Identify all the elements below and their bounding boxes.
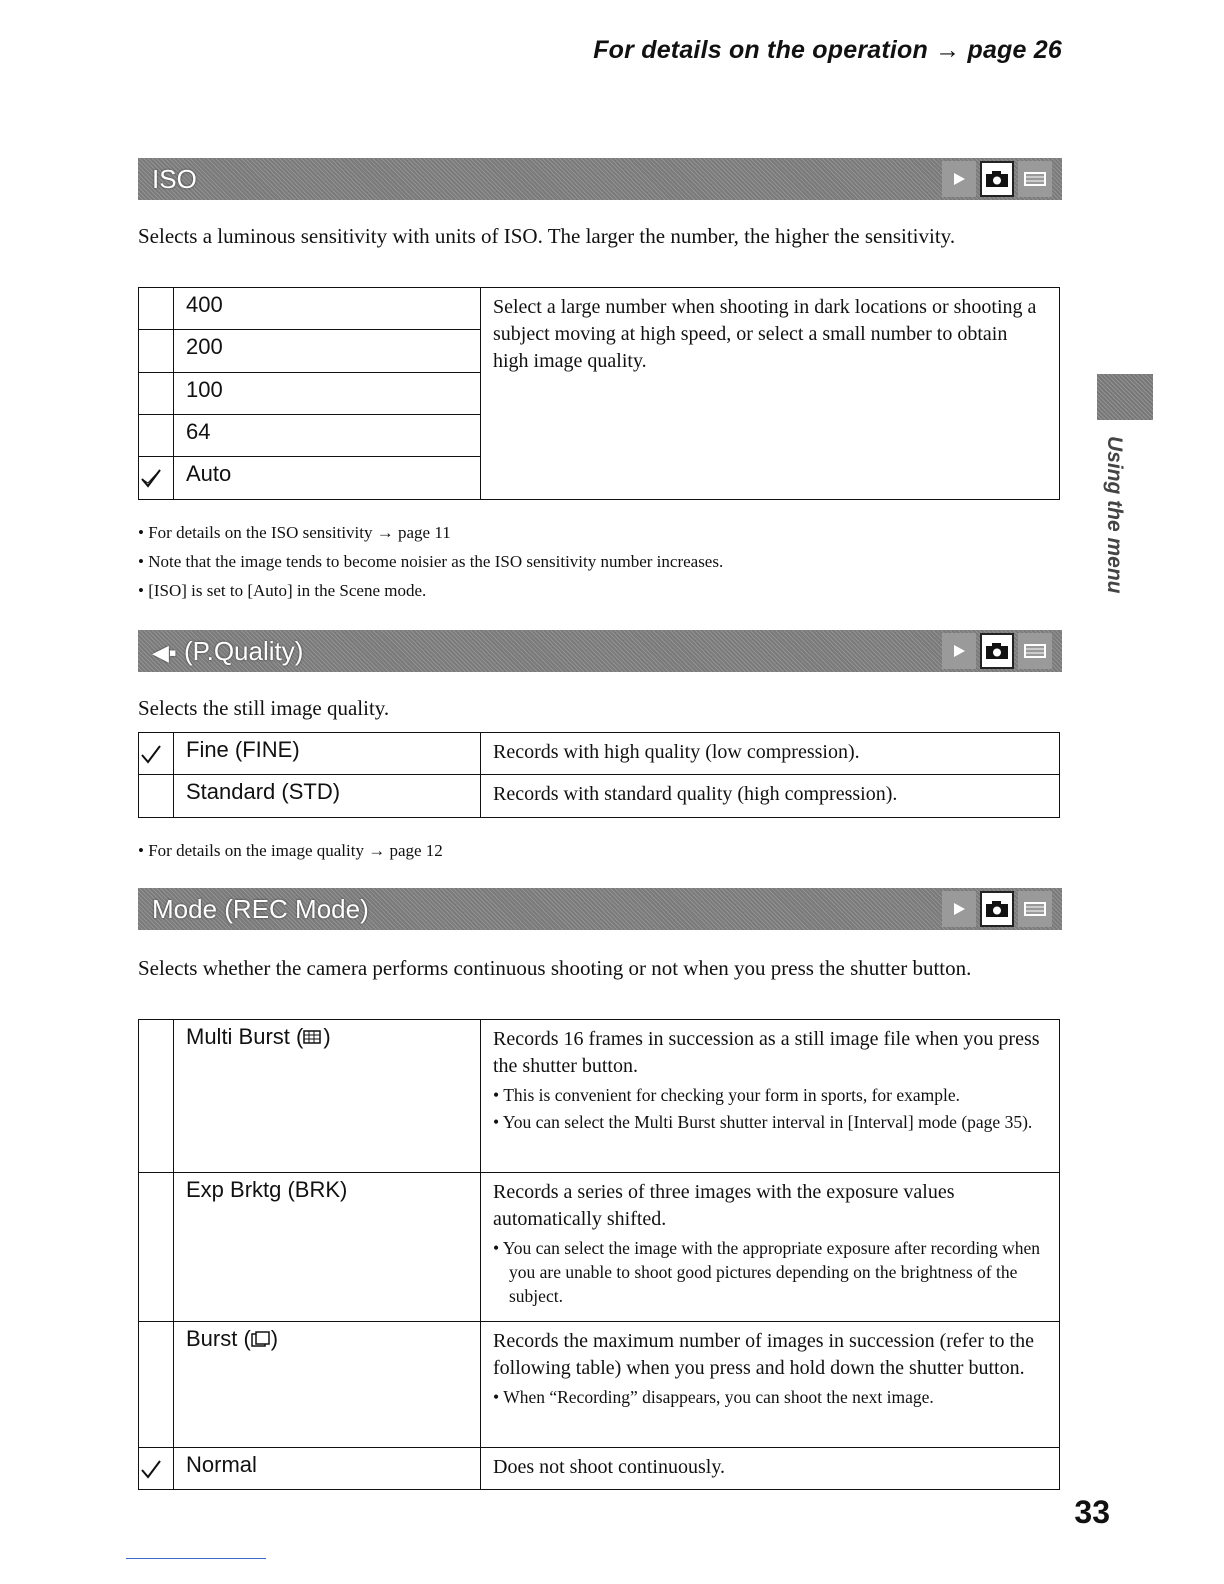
- iso-option-200[interactable]: 200: [174, 330, 481, 373]
- quality-description: Selects the still image quality.: [138, 696, 390, 720]
- side-tab-label: Using the menu: [1103, 436, 1126, 594]
- default-check-icon: [139, 743, 163, 765]
- footer-line: [126, 1558, 266, 1559]
- option-check-cell: [139, 288, 174, 330]
- note-item: • For details on the ISO sensitivity → page 11: [138, 518, 723, 547]
- mode-section-title: Mode (REC Mode): [152, 894, 369, 924]
- option-check-cell: [139, 1322, 174, 1448]
- note-item: • Note that the image tends to become noisier as the ISO sensitivity number increases.: [138, 547, 723, 576]
- iso-option-64[interactable]: 64: [174, 415, 481, 457]
- iso-section-title: ISO: [152, 164, 197, 194]
- iso-option-100[interactable]: 100: [174, 373, 481, 415]
- playback-icon: [942, 161, 976, 197]
- option-check-cell: [139, 415, 174, 457]
- mode-option-multi-burst[interactable]: Multi Burst ( ): [174, 1020, 481, 1173]
- default-check-icon: [139, 467, 163, 489]
- option-check-cell: [139, 373, 174, 415]
- quality-icon: ◀▪: [152, 640, 177, 665]
- quality-option-fine[interactable]: Fine (FINE): [174, 733, 481, 775]
- iso-options-table: [138, 287, 1060, 500]
- quality-option-fine-desc: Records with high quality (low compression).: [481, 733, 1060, 775]
- quality-option-standard[interactable]: Standard (STD): [174, 775, 481, 818]
- sub-note: • When “Recording” disappears, you can shoot the next image.: [493, 1387, 934, 1407]
- quality-option-standard-desc: Records with standard quality (high compression).: [481, 775, 1060, 818]
- multi-burst-icon: [303, 1029, 323, 1047]
- movie-icon: [1018, 633, 1052, 669]
- iso-option-auto[interactable]: Auto: [174, 457, 481, 500]
- playback-icon: [942, 633, 976, 669]
- camera-icon: [980, 161, 1014, 197]
- burst-icon: [251, 1331, 271, 1349]
- camera-icon: [980, 891, 1014, 927]
- mode-section-header: [138, 888, 1062, 930]
- mode-option-exp-brktg[interactable]: Exp Brktg (BRK): [174, 1173, 481, 1322]
- mode-option-multi-burst-desc: Records 16 frames in succession as a still image file when you press the shutter button. • This is convenient for checking your form in sports, for example. • You can select the Multi Burst shutter interval in [Interval] mode (page 35).: [481, 1020, 1060, 1173]
- option-check-cell: [139, 775, 174, 818]
- mode-description: Selects whether the camera performs continuous shooting or not when you press the shutter button.: [138, 956, 972, 980]
- quality-section-header: [138, 630, 1062, 672]
- movie-icon: [1018, 161, 1052, 197]
- option-check-cell: [139, 1020, 174, 1173]
- playback-icon: [942, 891, 976, 927]
- operation-page-reference: For details on the operation → page 26: [593, 36, 1062, 64]
- option-check-cell: [139, 1173, 174, 1322]
- option-check-cell: [139, 733, 174, 775]
- iso-description: Selects a luminous sensitivity with units of ISO. The larger the number, the higher the sensitivity.: [138, 224, 956, 248]
- note-item: • [ISO] is set to [Auto] in the Scene mode.: [138, 576, 723, 605]
- page-number: 33: [1074, 1494, 1110, 1530]
- iso-option-400[interactable]: 400: [174, 288, 481, 330]
- iso-option-description: Select a large number when shooting in dark locations or shooting a subject moving at high speed, or select a small number to obtain high image quality.: [481, 288, 1060, 500]
- mode-option-burst-desc: Records the maximum number of images in succession (refer to the following table) when you press and hold down the shutter button. • When “Recording” disappears, you can shoot the next image.: [481, 1322, 1060, 1448]
- iso-section-header: [138, 158, 1062, 200]
- mode-option-exp-brktg-desc: Records a series of three images with the exposure values automatically shifted. • You can select the image with the appropriate exposure after recording when you are unable to shoot good pictures depending on the brightness of the subject.: [481, 1173, 1060, 1322]
- option-check-cell: [139, 330, 174, 373]
- sub-note: • You can select the image with the appropriate exposure after recording when you are unable to shoot good pictures depending on the brightness of the subject.: [493, 1238, 1040, 1306]
- option-check-cell: [139, 457, 174, 500]
- movie-icon: [1018, 891, 1052, 927]
- mode-option-normal[interactable]: Normal: [174, 1448, 481, 1490]
- quality-options-table: [138, 732, 1060, 818]
- iso-notes: [138, 518, 723, 605]
- side-tab-marker: [1097, 374, 1153, 420]
- mode-options-table: [138, 1019, 1060, 1490]
- quality-notes: [138, 836, 443, 865]
- quality-section-title: ◀▪ (P.Quality): [152, 636, 304, 666]
- option-check-cell: [139, 1448, 174, 1490]
- note-item: • For details on the image quality → page 12: [138, 836, 443, 865]
- sub-note: • This is convenient for checking your form in sports, for example.: [493, 1085, 961, 1105]
- camera-icon: [980, 633, 1014, 669]
- sub-note: • You can select the Multi Burst shutter interval in [Interval] mode (page 35).: [493, 1112, 1033, 1132]
- mode-option-burst[interactable]: Burst ( ): [174, 1322, 481, 1448]
- default-check-icon: [139, 1458, 163, 1480]
- mode-option-normal-desc: Does not shoot continuously.: [481, 1448, 1060, 1490]
